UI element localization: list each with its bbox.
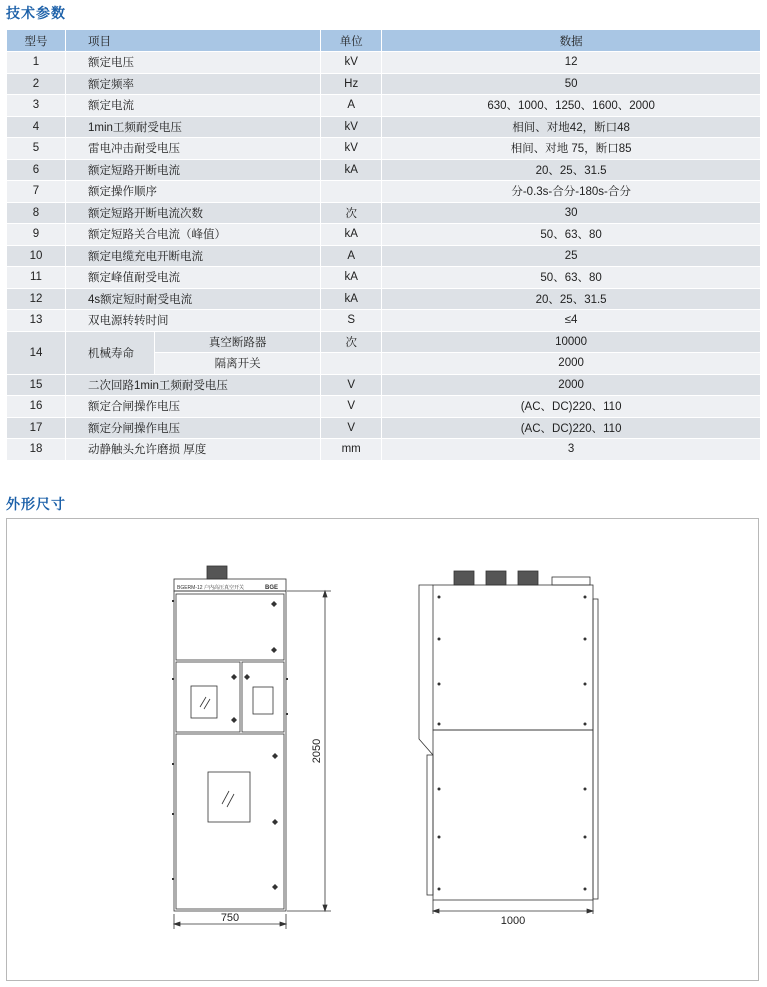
row-item: 额定电压 xyxy=(66,52,321,74)
row-unit: Hz xyxy=(321,73,382,95)
side-top-box xyxy=(552,577,590,585)
row-item: 额定合闸操作电压 xyxy=(66,396,321,418)
row-item: 4s额定短时耐受电流 xyxy=(66,288,321,310)
row-data: 分-0.3s-合分-180s-合分 xyxy=(382,181,761,203)
side-rear-profile xyxy=(419,585,433,755)
row-item: 额定短路开断电流次数 xyxy=(66,202,321,224)
row-data: 2000 xyxy=(382,374,761,396)
spec-row xyxy=(7,159,761,181)
row-item: 额定短路关合电流（峰值） xyxy=(66,224,321,246)
row-no: 3 xyxy=(7,95,66,117)
spec-table-body xyxy=(7,52,761,461)
header-unit: 单位 xyxy=(321,30,382,52)
spec-row xyxy=(7,245,761,267)
row-data: 50、63、80 xyxy=(382,224,761,246)
spec-section-title: 技术参数 xyxy=(6,5,66,21)
side-upper-body xyxy=(433,585,593,730)
front-cabinet xyxy=(174,591,286,911)
row-unit: S xyxy=(321,310,382,332)
spec-row xyxy=(7,116,761,138)
row-no: 17 xyxy=(7,417,66,439)
front-bottom-door xyxy=(176,734,284,909)
row-data: 12 xyxy=(382,52,761,74)
side-bushing-1 xyxy=(454,571,474,585)
row-no: 11 xyxy=(7,267,66,289)
front-bottom-window xyxy=(208,772,250,822)
side-bushing-3 xyxy=(518,571,538,585)
front-top-bushing xyxy=(207,566,227,579)
row-data: 20、25、31.5 xyxy=(382,288,761,310)
front-logo-text: BGE xyxy=(265,585,279,591)
spec-row xyxy=(7,310,761,332)
row-no: 4 xyxy=(7,116,66,138)
row-item: 额定电流 xyxy=(66,95,321,117)
row-unit: kV xyxy=(321,116,382,138)
front-middle-right-door xyxy=(242,662,284,732)
row-data: 10000 xyxy=(382,331,761,353)
row-unit: kV xyxy=(321,138,382,160)
side-lower-body xyxy=(433,730,593,900)
spec-row xyxy=(7,224,761,246)
side-depth-label: 1000 xyxy=(500,915,526,927)
row-no: 12 xyxy=(7,288,66,310)
header-no: 型号 xyxy=(7,30,66,52)
row-no: 7 xyxy=(7,181,66,203)
row-unit: A xyxy=(321,245,382,267)
row-no: 2 xyxy=(7,73,66,95)
header-item: 项目 xyxy=(66,30,321,52)
row-data: 相间、对地 75，断口85 xyxy=(382,138,761,160)
row-no: 8 xyxy=(7,202,66,224)
row-no: 18 xyxy=(7,439,66,461)
row-item: 机械寿命 xyxy=(66,331,155,374)
row-item: 二次回路1min工频耐受电压 xyxy=(66,374,321,396)
row-data: 2000 xyxy=(382,353,761,375)
row-data: 630、1000、1250、1600、2000 xyxy=(382,95,761,117)
spec-row xyxy=(7,374,761,396)
spec-row xyxy=(7,331,761,353)
spec-row xyxy=(7,52,761,74)
spec-row xyxy=(7,202,761,224)
row-data: 20、25、31.5 xyxy=(382,159,761,181)
row-sub-item: 隔离开关 xyxy=(155,353,321,375)
row-data: 相间、对地42，断口48 xyxy=(382,116,761,138)
row-unit: mm xyxy=(321,439,382,461)
row-item: 额定操作顺序 xyxy=(66,181,321,203)
row-unit: V xyxy=(321,417,382,439)
row-unit xyxy=(321,181,382,203)
spec-row xyxy=(7,181,761,203)
row-unit: kV xyxy=(321,52,382,74)
spec-table-header xyxy=(7,30,761,52)
row-unit: A xyxy=(321,95,382,117)
row-item: 动静触头允许磨损 厚度 xyxy=(66,439,321,461)
row-no: 13 xyxy=(7,310,66,332)
row-data: (AC、DC)220、110 xyxy=(382,396,761,418)
height-dimension xyxy=(287,591,331,911)
row-unit: kA xyxy=(321,267,382,289)
row-unit: V xyxy=(321,374,382,396)
front-top-door xyxy=(176,594,284,660)
row-data: 25 xyxy=(382,245,761,267)
row-data: 50、63、80 xyxy=(382,267,761,289)
row-no: 14 xyxy=(7,331,66,374)
row-data: 50 xyxy=(382,73,761,95)
height-label: 2050 xyxy=(311,738,323,764)
row-item: 额定分闸操作电压 xyxy=(66,417,321,439)
row-data: 3 xyxy=(382,439,761,461)
header-data: 数据 xyxy=(382,30,761,52)
side-door-edge xyxy=(593,599,598,899)
dimension-drawing-frame xyxy=(6,518,759,981)
side-view xyxy=(419,571,598,914)
row-no: 16 xyxy=(7,396,66,418)
row-no: 15 xyxy=(7,374,66,396)
spec-row xyxy=(7,288,761,310)
row-no: 9 xyxy=(7,224,66,246)
row-unit xyxy=(321,353,382,375)
row-item: 额定频率 xyxy=(66,73,321,95)
front-view xyxy=(172,566,288,911)
row-unit: V xyxy=(321,396,382,418)
row-unit: kA xyxy=(321,224,382,246)
row-unit: 次 xyxy=(321,202,382,224)
front-meter-window xyxy=(253,687,273,714)
row-unit: kA xyxy=(321,288,382,310)
row-item: 1min工频耐受电压 xyxy=(66,116,321,138)
spec-row xyxy=(7,439,761,461)
spec-table xyxy=(6,29,761,461)
side-bushing-2 xyxy=(486,571,506,585)
row-item: 额定短路开断电流 xyxy=(66,159,321,181)
row-data: 30 xyxy=(382,202,761,224)
spec-row xyxy=(7,73,761,95)
spec-row xyxy=(7,396,761,418)
front-width-label: 750 xyxy=(220,912,240,924)
row-unit: kA xyxy=(321,159,382,181)
front-middle-window xyxy=(191,686,217,718)
row-no: 6 xyxy=(7,159,66,181)
row-data: (AC、DC)220、110 xyxy=(382,417,761,439)
spec-row xyxy=(7,95,761,117)
spec-row xyxy=(7,417,761,439)
side-rear-panel xyxy=(427,755,433,895)
row-no: 10 xyxy=(7,245,66,267)
row-item: 双电源转转时间 xyxy=(66,310,321,332)
row-no: 1 xyxy=(7,52,66,74)
spec-row xyxy=(7,138,761,160)
row-item: 额定峰值耐受电流 xyxy=(66,267,321,289)
row-item: 额定电缆充电开断电流 xyxy=(66,245,321,267)
dimension-drawing xyxy=(7,519,760,982)
dimension-section-title: 外形尺寸 xyxy=(6,496,66,512)
front-middle-left-door xyxy=(176,662,240,732)
spec-row xyxy=(7,267,761,289)
row-item: 雷电冲击耐受电压 xyxy=(66,138,321,160)
front-nameplate-text: BGERM-12 户内高压真空开关 xyxy=(177,585,244,591)
row-sub-item: 真空断路器 xyxy=(155,331,321,353)
row-unit: 次 xyxy=(321,331,382,353)
row-no: 5 xyxy=(7,138,66,160)
row-data: ≤4 xyxy=(382,310,761,332)
